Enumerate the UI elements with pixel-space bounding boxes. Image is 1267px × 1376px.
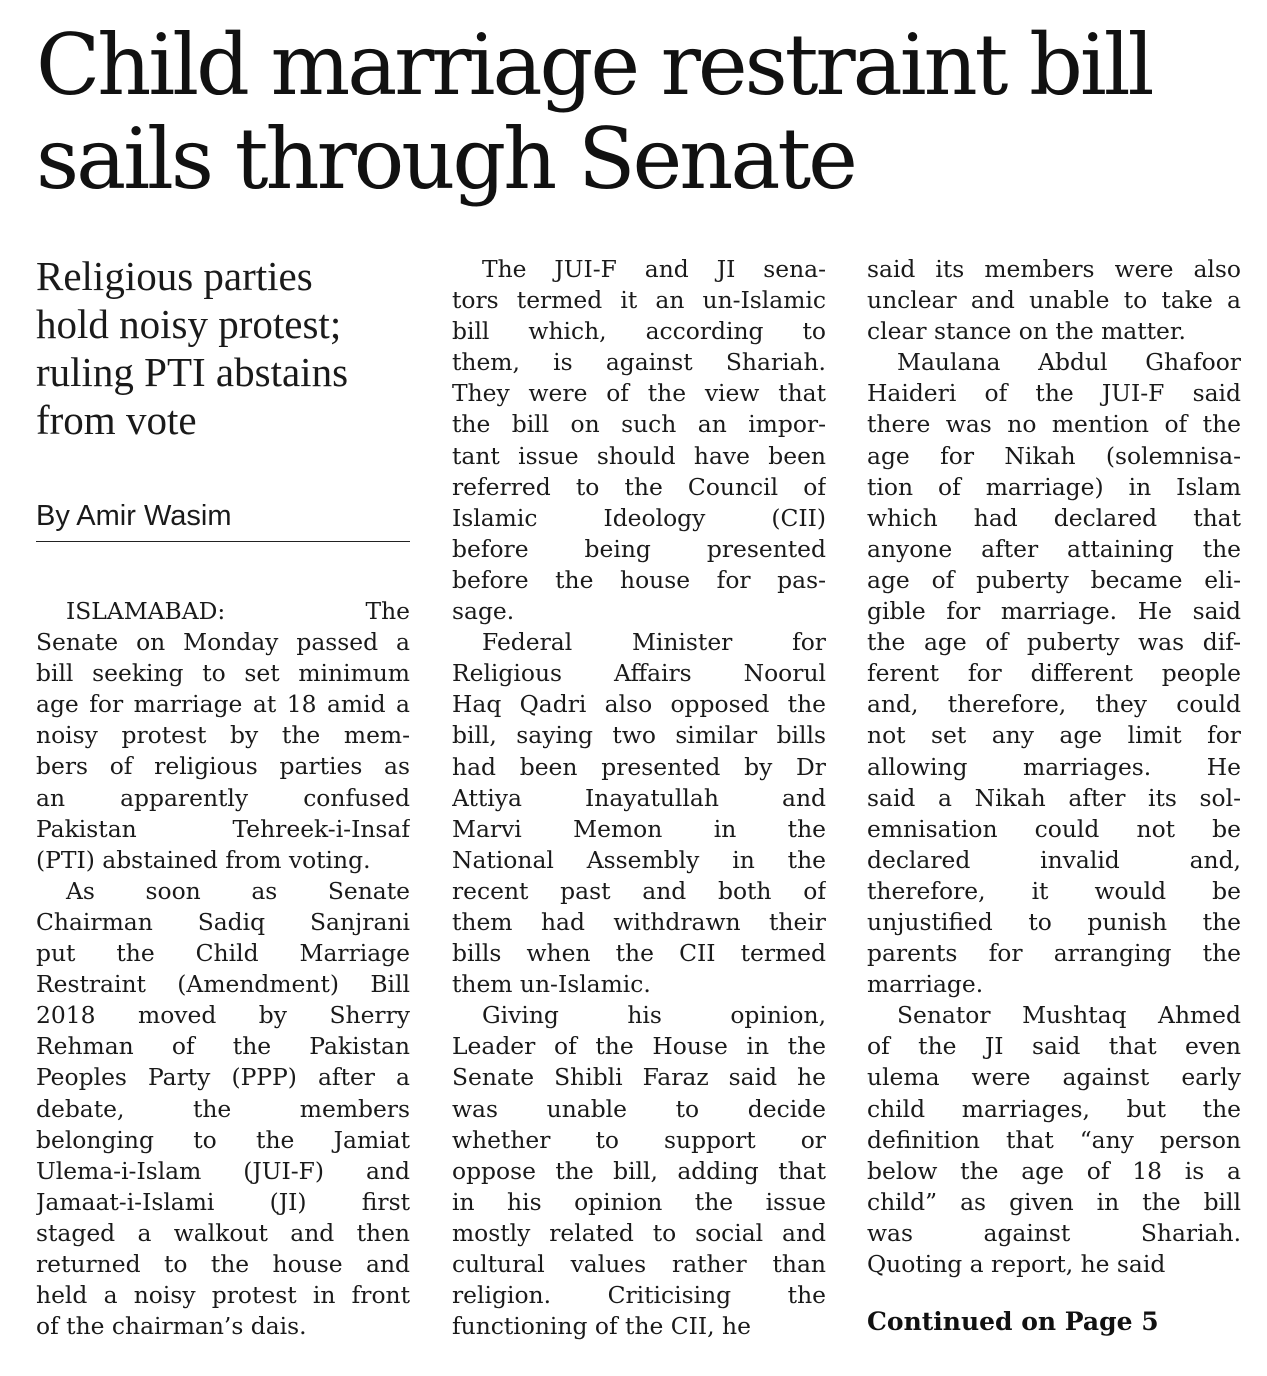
- text-line: bills when the CII termed: [452, 939, 826, 968]
- text-line: had been presented by Dr: [452, 752, 826, 781]
- text-line: age for Nikah (solemnisa-: [867, 441, 1241, 470]
- text-line: ferent for different people: [867, 659, 1241, 688]
- text-line: was unable to decide: [452, 1094, 826, 1123]
- subheadline-line: ruling PTI abstains: [36, 349, 349, 395]
- text-line: ulema were against early: [867, 1063, 1241, 1092]
- text-line: Islamic Ideology (CII): [452, 503, 826, 532]
- text-line: bill, saying two similar bills: [452, 721, 826, 750]
- text-line: bers of religious parties as: [36, 752, 410, 781]
- text-line: which had declared that: [867, 503, 1241, 532]
- text-line: tors termed it an un-Islamic: [452, 286, 826, 315]
- text-line: unjustified to punish the: [867, 907, 1241, 936]
- text-line: in his opinion the issue: [452, 1187, 826, 1216]
- text-line: Quoting a report, he said: [867, 1250, 1166, 1278]
- text-line: Chairman Sadiq Sanjrani: [36, 907, 410, 936]
- text-line: them, is against Shariah.: [452, 348, 826, 377]
- text-line: National Assembly in the: [452, 845, 826, 874]
- text-line: noisy protest by the mem-: [36, 721, 410, 750]
- text-line: not set any age limit for: [867, 721, 1241, 750]
- text-line: child marriages, but the: [867, 1094, 1241, 1123]
- text-line: staged a walkout and then: [36, 1218, 410, 1247]
- text-line: mostly related to social and: [452, 1218, 826, 1247]
- text-line: them un-Islamic.: [452, 970, 651, 999]
- text-line: was against Shariah.: [867, 1218, 1241, 1247]
- text-line: definition that “any person: [867, 1125, 1241, 1154]
- text-line: of the chairman’s dais.: [36, 1312, 307, 1341]
- text-line: the bill on such an impor-: [452, 410, 826, 439]
- text-line: them had withdrawn their: [452, 907, 826, 936]
- text-line: age for marriage at 18 amid a: [36, 690, 410, 719]
- text-line: an apparently confused: [36, 783, 410, 812]
- subheadline: [36, 252, 416, 444]
- text-line: Attiya Inayatullah and: [452, 783, 826, 812]
- text-line: declared invalid and,: [867, 845, 1241, 874]
- article-column-1: [36, 596, 410, 1342]
- text-line: Maulana Abdul Ghafoor: [897, 348, 1241, 377]
- text-line: Religious Affairs Noorul: [452, 659, 826, 688]
- text-line: marriage.: [867, 970, 984, 999]
- text-line: bill seeking to set minimum: [36, 659, 410, 688]
- text-line: referred to the Council of: [452, 472, 826, 501]
- text-line: Senate Shibli Faraz said he: [452, 1063, 826, 1092]
- text-line: put the Child Marriage: [36, 939, 410, 968]
- text-line: Haq Qadri also opposed the: [452, 690, 826, 719]
- subheadline-line: Religious parties: [36, 253, 313, 299]
- text-line: Senate on Monday passed a: [36, 628, 410, 657]
- text-line: returned to the house and: [36, 1249, 410, 1278]
- subheadline-line: from vote: [36, 397, 197, 443]
- text-line: tion of marriage) in Islam: [867, 472, 1241, 501]
- text-line: Giving his opinion,: [482, 1001, 826, 1030]
- headline-line: sails through Senate: [36, 110, 855, 208]
- text-line: oppose the bill, adding that: [452, 1156, 826, 1185]
- article-column-2: [452, 254, 826, 1342]
- text-line: Peoples Party (PPP) after a: [36, 1063, 410, 1092]
- text-line: Restraint (Amendment) Bill: [36, 970, 410, 999]
- text-line: Ulema-i-Islam (JUI-F) and: [36, 1156, 410, 1185]
- text-line: the age of puberty was dif-: [867, 628, 1241, 657]
- text-line: Haideri of the JUI-F said: [867, 379, 1241, 408]
- text-line: tant issue should have been: [452, 441, 826, 470]
- text-line: allowing marriages. He: [867, 752, 1241, 781]
- text-line: cultural values rather than: [452, 1250, 826, 1278]
- text-line: ISLAMABAD: The: [66, 597, 410, 625]
- text-line: religion. Criticising the: [452, 1281, 826, 1310]
- text-line: Marvi Memon in the: [452, 814, 826, 843]
- text-line: They were of the view that: [452, 379, 826, 408]
- text-line: recent past and both of: [452, 876, 826, 905]
- text-line: therefore, it would be: [867, 876, 1241, 905]
- continued-on-page-link[interactable]: Continued on Page 5: [867, 1307, 1159, 1336]
- text-line: before being presented: [452, 534, 826, 563]
- text-line: of the JI said that even: [867, 1032, 1241, 1061]
- text-line: said its members were also: [867, 255, 1241, 283]
- text-line: 2018 moved by Sherry: [36, 1001, 410, 1030]
- text-line: age of puberty became eli-: [867, 565, 1241, 594]
- byline: By Amir Wasim: [36, 498, 410, 542]
- text-line: The JUI-F and JI sena-: [482, 255, 826, 283]
- text-line: Rehman of the Pakistan: [36, 1032, 410, 1061]
- text-line: anyone after attaining the: [867, 534, 1241, 563]
- text-line: emnisation could not be: [867, 814, 1241, 843]
- text-line: Leader of the House in the: [452, 1032, 826, 1061]
- text-line: (PTI) abstained from voting.: [36, 845, 371, 874]
- text-line: said a Nikah after its sol-: [867, 783, 1241, 812]
- text-line: gible for marriage. He said: [867, 597, 1241, 626]
- text-line: belonging to the Jamiat: [36, 1125, 410, 1154]
- text-line: debate, the members: [36, 1094, 410, 1123]
- subheadline-line: hold noisy protest;: [36, 301, 342, 347]
- text-line: held a noisy protest in front: [36, 1281, 410, 1310]
- text-line: unclear and unable to take a: [867, 286, 1241, 315]
- text-line: there was no mention of the: [867, 410, 1241, 439]
- text-line: child” as given in the bill: [867, 1187, 1241, 1216]
- text-line: parents for arranging the: [867, 939, 1241, 968]
- text-line: Jamaat-i-Islami (JI) first: [36, 1187, 410, 1216]
- text-line: Federal Minister for: [482, 628, 826, 657]
- text-line: and, therefore, they could: [867, 690, 1241, 719]
- text-line: functioning of the CII, he: [452, 1312, 751, 1341]
- headline: [36, 18, 1236, 206]
- text-line: below the age of 18 is a: [867, 1156, 1241, 1185]
- text-line: sage.: [452, 597, 515, 626]
- text-line: whether to support or: [452, 1125, 826, 1154]
- article-column-3: [867, 254, 1241, 1280]
- text-line: clear stance on the matter.: [867, 317, 1186, 346]
- text-line: bill which, according to: [452, 317, 826, 346]
- text-line: Pakistan Tehreek-i-Insaf: [36, 814, 410, 843]
- headline-line: Child marriage restraint bill: [36, 16, 1152, 114]
- text-line: As soon as Senate: [66, 876, 410, 905]
- text-line: Senator Mushtaq Ahmed: [897, 1001, 1241, 1030]
- text-line: before the house for pas-: [452, 565, 826, 594]
